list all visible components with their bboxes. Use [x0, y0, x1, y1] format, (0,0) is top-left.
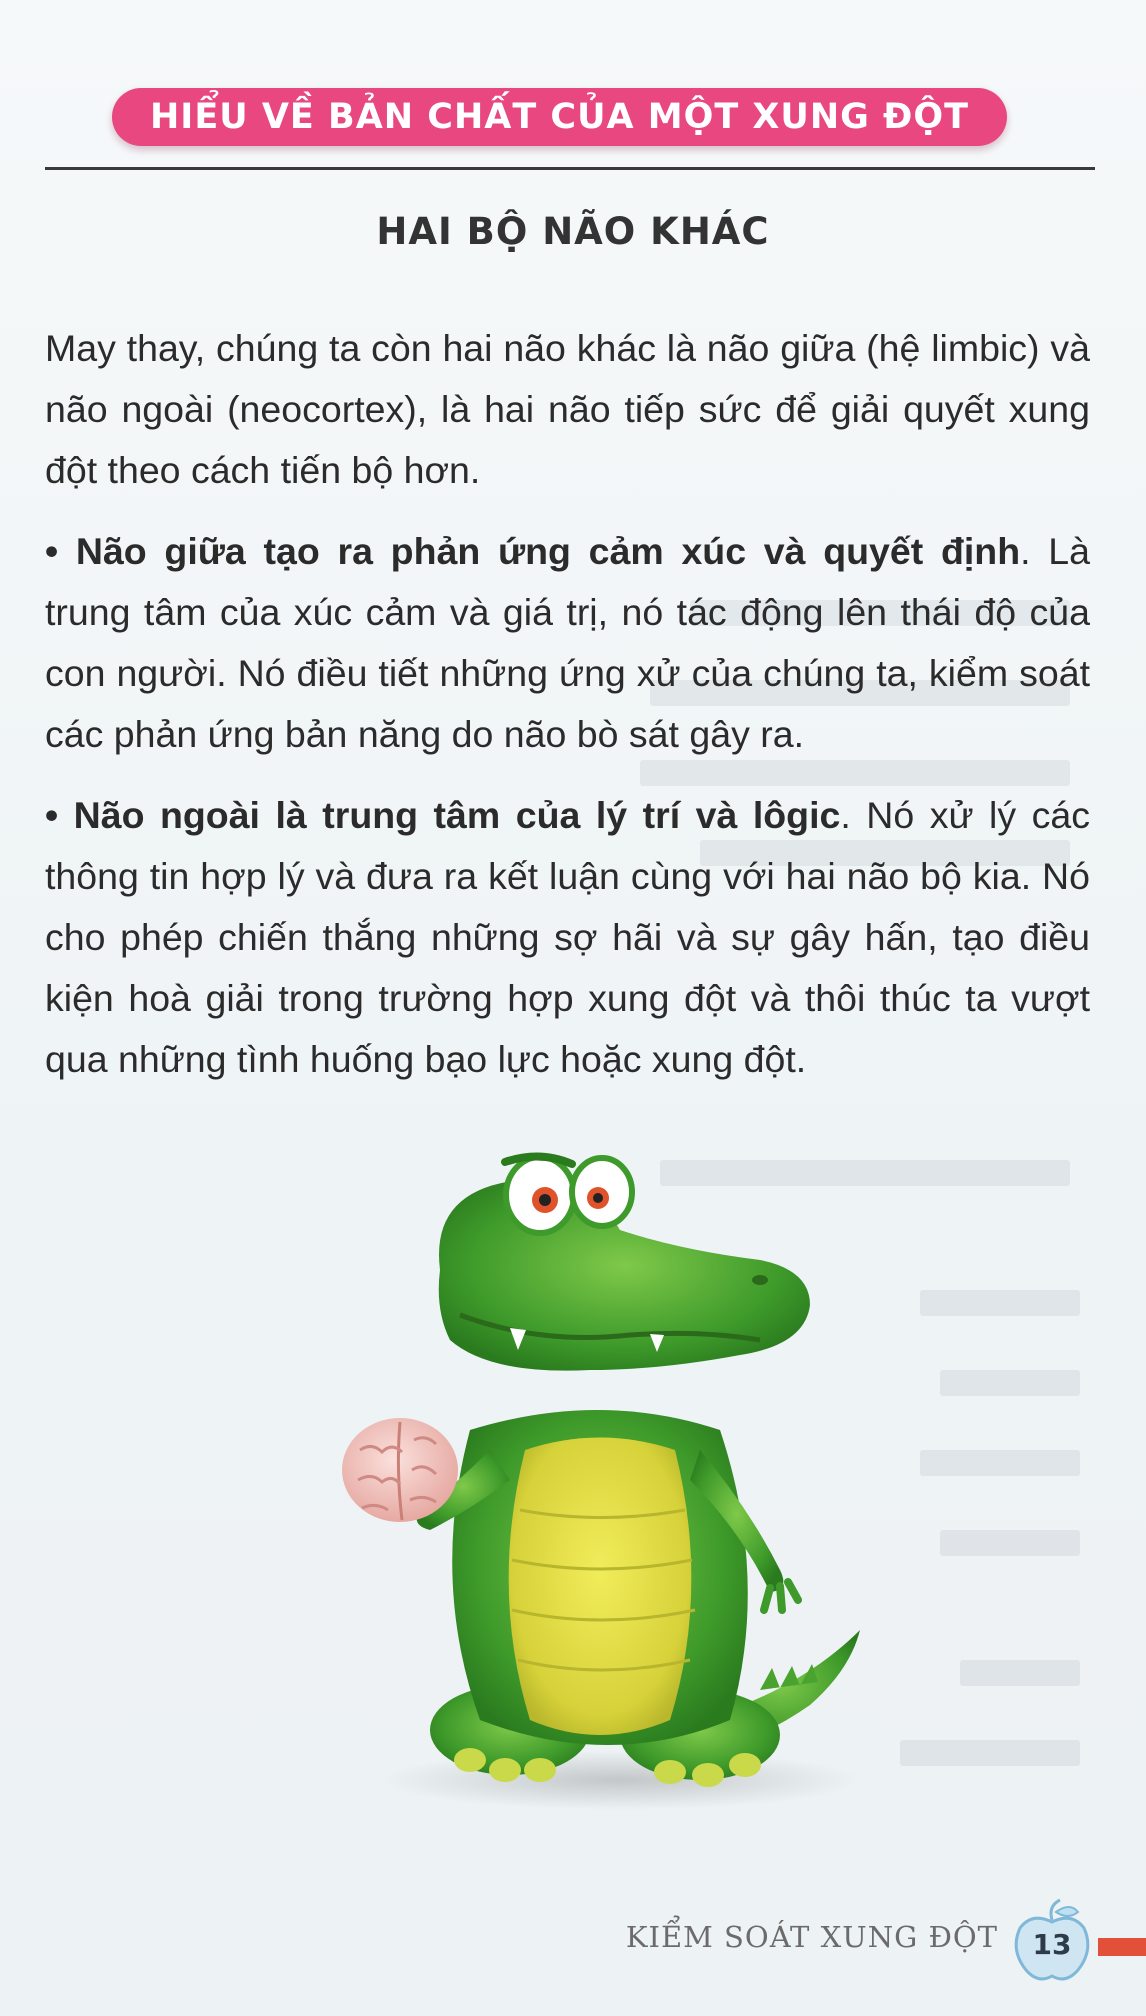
limbic-text: . Là trung tâm của xúc cảm và giá trị, nó tác động lên thái độ của con người. Nó điều tiết những ứng xử của chúng ta, kiểm soát các phản ứng bản năng do não bò sát gây ra. — [45, 530, 1090, 755]
section-title: HAI BỘ NÃO KHÁC — [376, 210, 770, 253]
chapter-title: HIỂU VỀ BẢN CHẤT CỦA MỘT XUNG ĐỘT — [150, 97, 969, 137]
book-title-footer: KIỂM SOÁT XUNG ĐỘT — [625, 1920, 998, 1954]
page-footer — [0, 1880, 1146, 1980]
limbic-paragraph — [45, 521, 1090, 765]
header-divider — [45, 167, 1095, 170]
intro-paragraph: May thay, chúng ta còn hai não khác là não giữa (hệ limbic) và não ngoài (neocortex), là hai não tiếp sức để giải quyết xung đột theo cách tiến bộ hơn. — [45, 327, 1090, 491]
neocortex-paragraph — [45, 785, 1090, 1090]
footer-accent-bar — [1098, 1938, 1146, 1956]
limbic-lead: • Não giữa tạo ra phản ứng cảm xúc và quyết định — [45, 530, 1021, 572]
chapter-banner — [112, 88, 1007, 146]
crocodile-holding-brain-illustration — [340, 1130, 900, 1820]
neocortex-lead: • Não ngoài là trung tâm của lý trí và lôgic — [45, 794, 841, 836]
page-number: 13 — [1032, 1928, 1072, 1961]
body-text — [45, 318, 1090, 1110]
neocortex-text: . Nó xử lý các thông tin hợp lý và đưa ra kết luận cùng với hai não bộ kia. Nó cho phép chiến thắng những sợ hãi và sự gây hấn, tạo điều kiện hoà giải trong trường hợp xung đột và thôi thúc ta vượt qua những tình huống bạo lực hoặc xung đột. — [45, 794, 1090, 1080]
